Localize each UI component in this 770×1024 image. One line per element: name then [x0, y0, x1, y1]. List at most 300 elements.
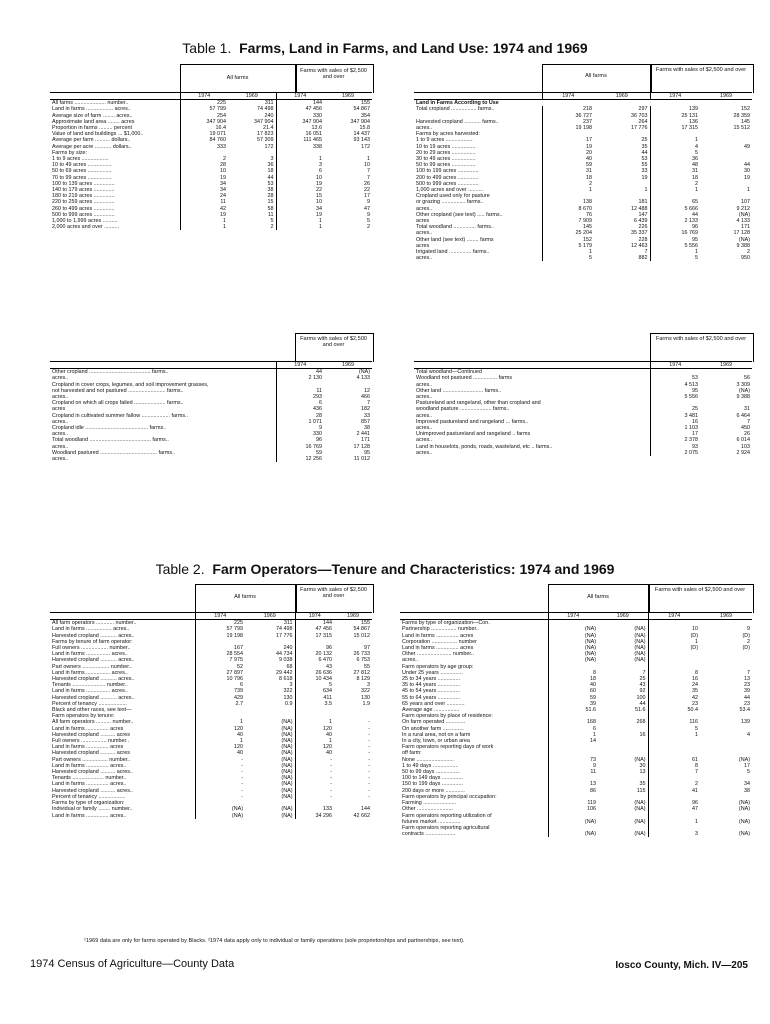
cell-value: 9 388 — [736, 394, 750, 401]
row-label: acres.. — [52, 431, 69, 438]
row-label: Farm operators by principal occupation: — [402, 793, 497, 800]
row-label: Farms by type of organization—Con. — [402, 620, 490, 627]
row-label: acres.. — [416, 125, 433, 132]
cell-value: 15 012 — [353, 632, 370, 639]
cell-value: 268 — [636, 719, 646, 726]
t2-right-table: 1974 1969 1974 1969 Farms by type of organization—Con. Partnership ................. number.. (NA) (NA) 10 9 Land in farms ............... acres (NA) (NA) (D) (D) Corporation ................. number (NA) (NA) 1 2 Land in farms ............... acres (NA) (NA) (D) (D) Other ....................... number.. (NA) (NA) acres.. (NA) (NA) Farm operators by age group: Under 25 years ............... 8 7 8 7 25 to 34 years ............... 18 25 16 13 35 to 44 years ............... 40 43 24 23 45 to 54 years ............... 60 92 35 39 55 to 64 years ............... 59 100 42 44 65 years and over ............ 39 44 23 23 Average age ................. 51.6 51.6 50.4 53.4 Farm operators by place of residence: On farm operated ............. 168 268 116 139 On another farm .............. 6 5 In a rural area, not on a farm 1 16 1 4 In a city, town, or urban area 14 Farm operators reporting days of work off farm: None ......................... 73 (NA) 61 (NA) 1 to 49 days ................. 9 30 8 17 50 to 99 days ................ 11 13 7 5 100 to 149 days .............. 150 to 199 days .............. 13 35 2 34 200 days or more ............. 86 115 41 38 Farm operators by principal occupation: Farming ...................... 119 (NA) 96 (NA) Other ........................ 106 (NA) 47 (NA) Farm operators reporting utilization of futures market ............... (NA) (NA) 1 (NA) Farm operators reporting agricultural contracts .................... (NA) (NA) 3 (NA) — [402, 613, 750, 838]
cell-value: 330 — [276, 431, 324, 437]
cell-value: (NA) — [634, 756, 646, 763]
cell-value: 97 — [364, 645, 370, 652]
row-label: Woodland not pastured ................ farms — [416, 375, 513, 382]
cell-value: 1 — [295, 719, 334, 725]
cell-value: 322 — [361, 688, 370, 695]
cell-value: 6 — [276, 168, 324, 174]
cell-value: (NA) — [281, 775, 293, 782]
cell-value: 9 — [367, 199, 370, 206]
cell-value: 739 — [195, 688, 245, 694]
cell-value: 9 388 — [736, 242, 750, 249]
cell-value: 450 — [741, 425, 750, 432]
cell-value: 34 — [180, 187, 228, 193]
table-row — [50, 813, 372, 819]
cell-value: - — [295, 781, 334, 787]
cell-value: 2 — [648, 781, 700, 787]
row-label: Total woodland ......................................... farms.. — [52, 437, 169, 444]
table1-title: Table 1. Farms, Land in Farms, and Land Use: 1974 and 1969 — [182, 40, 588, 56]
cell-value: 17 315 — [650, 125, 700, 131]
row-label: Individual or family ........ number.. — [52, 806, 133, 813]
cell-value: 25 — [639, 676, 646, 683]
row-label: 100 to 139 acres .............. — [52, 180, 115, 187]
cell-value: 2 — [542, 181, 594, 187]
cell-value: 15 — [267, 199, 274, 206]
cell-value: 41 — [648, 788, 700, 794]
cell-value: 1 — [276, 218, 324, 224]
cell-value: (NA) — [548, 639, 598, 645]
cell-value: 39 — [744, 688, 750, 695]
cell-value: 33 — [641, 168, 648, 175]
cell-value: 16 769 — [650, 230, 700, 236]
row-label: acres.. — [52, 375, 69, 382]
row-label: 150 to 199 days .............. — [402, 781, 463, 788]
cell-value: 172 — [264, 143, 274, 150]
cell-value: 16 — [650, 419, 700, 425]
cell-value: 50.4 — [648, 707, 700, 713]
cell-value: - — [368, 725, 370, 732]
table-row — [400, 831, 752, 837]
cell-value: - — [195, 788, 245, 794]
table-row — [50, 620, 372, 627]
cell-value: 17 — [650, 431, 700, 437]
row-label: Total cropland ................. farms.. — [416, 106, 495, 113]
cell-value: - — [368, 787, 370, 794]
cell-value: 1 — [648, 639, 700, 645]
cell-value: 25 — [641, 137, 648, 144]
cell-value — [598, 620, 648, 627]
cell-value: 330 — [276, 113, 324, 119]
cell-value: 237 — [542, 119, 594, 125]
cell-value: 10 796 — [195, 676, 245, 682]
cell-value: 120 — [295, 744, 334, 750]
cell-value: (NA) — [548, 626, 598, 632]
cell-value: 95 — [650, 388, 700, 394]
cell-value: (NA) — [548, 645, 598, 651]
row-label: 65 years and over ............ — [402, 700, 465, 707]
row-label: Harvested cropland ........... farms.. — [416, 118, 499, 125]
cell-value: 182 — [361, 406, 370, 413]
cell-value: - — [368, 744, 370, 751]
cell-value: 19 — [542, 144, 594, 150]
row-label: Average per acre ........... dollars.. — [52, 143, 132, 150]
row-label: 10 to 49 acres ................ — [52, 162, 112, 169]
cell-value: 13 — [744, 676, 750, 683]
cell-value: 55 — [364, 663, 370, 670]
row-label: 180 to 219 acres .............. — [52, 193, 115, 200]
row-label: Harvested cropland .......... acres.. — [52, 769, 133, 776]
cell-value: 93 — [650, 444, 700, 450]
cell-value: 39 — [548, 701, 598, 707]
row-label: All farm operators ............ number.. — [52, 620, 137, 627]
row-label: Cropland in cover crops, legumes, and soil improvement grasses, — [52, 381, 209, 388]
t1r-all-farms-label: All farms — [585, 73, 607, 79]
row-label: Farming ...................... — [402, 800, 457, 807]
row-label: Farm operators reporting agricultural — [402, 824, 490, 831]
cell-value: 21.4 — [263, 125, 274, 132]
cell-value: 115 — [636, 787, 646, 794]
cell-value: 55 — [641, 162, 648, 169]
cell-value: 74 498 — [276, 626, 293, 633]
cell-value: 9 — [747, 626, 750, 633]
cell-value: (NA) — [358, 369, 370, 376]
cell-value: 29 442 — [276, 669, 293, 676]
cell-value: (NA) — [634, 806, 646, 813]
cell-value: 53 — [267, 180, 274, 187]
cell-value: 19 071 — [180, 131, 228, 137]
row-label: Cropland used only for pasture — [416, 193, 490, 200]
cell-value: 57 799 — [195, 626, 245, 632]
row-label: Land in farms ............... acres — [402, 645, 474, 652]
cell-value: 168 — [548, 719, 598, 725]
cell-value: 119 — [548, 800, 598, 806]
cell-value: (NA) — [281, 781, 293, 788]
row-label: Approximate land area ........ acres — [52, 118, 135, 125]
cell-value: 23 — [648, 701, 700, 707]
row-label: Harvested cropland ........... acres.. — [52, 632, 135, 639]
cell-value: 36 727 — [542, 113, 594, 119]
cell-value: 44 — [267, 174, 274, 181]
cell-value: 2 — [650, 181, 700, 187]
cell-value: 429 — [195, 695, 245, 701]
cell-value: 4 133 — [356, 375, 370, 382]
cell-value: (NA) — [281, 750, 293, 757]
cell-value: 2 — [747, 249, 750, 256]
table2-footnote: ¹1969 data are only for farms operated by Blacks. ²1974 data apply only to individual or family operations (sole proprietorships and partnerships, see text). — [84, 938, 465, 944]
cell-value: 49 — [744, 143, 750, 150]
cell-value: 9 — [367, 211, 370, 218]
cell-value: 34 — [744, 781, 750, 788]
cell-value: 25 131 — [650, 113, 700, 119]
cell-value: 139 — [650, 106, 700, 112]
row-label: 25 to 34 years ............... — [402, 676, 461, 683]
cell-value: 7 — [648, 769, 700, 775]
cell-value: - — [368, 762, 370, 769]
row-label: Other ........................ — [402, 806, 453, 813]
cell-value: 411 — [295, 695, 334, 701]
cell-value: (NA) — [548, 633, 598, 639]
cell-value: 35 337 — [631, 230, 648, 237]
cell-value: 311 — [283, 620, 293, 627]
cell-value: - — [195, 794, 245, 800]
cell-value: 30 — [639, 762, 646, 769]
cell-value: 347 904 — [254, 118, 274, 125]
cell-value: 322 — [283, 688, 293, 695]
table-row — [50, 369, 372, 376]
cell-value: (NA) — [281, 738, 293, 745]
cell-value: 93 143 — [353, 137, 370, 144]
cell-value: 44 — [641, 149, 648, 156]
t1-land-use-heading: Land in Farms According to Use — [416, 100, 499, 107]
row-label: 1 to 49 days ................. — [402, 762, 459, 769]
cell-value: 882 — [638, 255, 648, 262]
cell-value: 17 — [364, 193, 370, 200]
row-label: Improved pastureland and rangeland ... farms.. — [416, 418, 529, 425]
cell-value: 3 — [276, 162, 324, 168]
row-label: acres — [416, 218, 430, 225]
cell-value: 3 — [289, 682, 293, 689]
row-label: acres.. — [416, 230, 433, 237]
cell-value: 19 — [276, 212, 324, 218]
cell-value: 100 — [636, 694, 646, 701]
cell-value: 7 — [367, 400, 370, 407]
cell-value: 16 769 — [276, 444, 324, 450]
cell-value: 26 — [364, 180, 370, 187]
row-label: All farm operators .......... number.. — [52, 719, 134, 726]
cell-value: 6 470 — [295, 657, 334, 663]
cell-value: 42 — [648, 695, 700, 701]
cell-value — [700, 620, 752, 627]
cell-value: 40 — [548, 682, 598, 688]
cell-value: - — [295, 788, 334, 794]
cell-value: 17 315 — [295, 633, 334, 639]
cell-value: 2 441 — [356, 431, 370, 438]
cell-value: 9 212 — [736, 205, 750, 212]
cell-value: 9 038 — [279, 657, 293, 664]
cell-value: - — [295, 775, 334, 781]
cell-value: - — [368, 738, 370, 745]
cell-value: 2.7 — [195, 701, 245, 707]
cell-value: 4 — [747, 731, 750, 738]
row-label: Cropland on which all crops failed ..................... farms.. — [52, 400, 184, 407]
row-label: Harvested cropland .......... acres.. — [52, 787, 133, 794]
cell-value: 27 897 — [195, 670, 245, 676]
cell-value: (NA) — [195, 813, 245, 819]
t1-left-table: 1974 1969 1974 1969 All farms ..................... number.. 225 311 144 155 Land in farms .................. acres.. 57 799 74 498 47 456 54 867 Average size of farm ........ acres.. 254 240 330 354 Approximate land area ........ acres 347 904 347 904 347 904 347 904 Proportion in farms ......... percent 16.4 21.4 13.6 15.8 Value of land and buildings ... $1,000.. 19 071 17 823 16 051 14 437 Average per farm .......... dollars.. 84 760 57 309 111 465 93 143 Average per acre ........... dollars.. 333 172 338 172 Farms by size: 1 to 9 acres .................. 2 3 1 1 10 to 49 acres ................ 28 36 3 10 50 to 69 acres ................ 10 18 6 7 70 to 99 acres ................ 19 44 10 7 100 to 139 acres .............. 34 53 19 26 140 to 179 acres .............. 34 38 22 22 180 to 219 acres .............. 24 28 15 17 220 to 259 acres .............. 11 15 10 9 260 to 499 acres .............. 42 58 34 47 500 to 999 acres .............. 19 11 19 9 1,000 to 1,999 acres .......... 1 5 1 5 2,000 acres and over .......... 1 2 1 2 — [52, 93, 370, 231]
cell-value: 171 — [741, 224, 750, 231]
cell-value: 9 — [548, 763, 598, 769]
cell-value: - — [295, 757, 334, 763]
cell-value: 13 — [639, 769, 646, 776]
cell-value: 107 — [741, 199, 750, 206]
cell-value: 96 — [648, 800, 700, 806]
cell-value: 2 133 — [650, 218, 700, 224]
footer-right: Iosco County, Mich. IV—205 — [615, 960, 748, 971]
cell-value: 13 — [548, 781, 598, 787]
cell-value: (NA) — [738, 211, 750, 218]
cell-value: - — [368, 781, 370, 788]
cell-value: 18 — [542, 175, 594, 181]
cell-value: 33 — [364, 412, 370, 419]
cell-value: 68 — [286, 663, 293, 670]
cell-value: (NA) — [281, 756, 293, 763]
cell-value: 120 — [195, 726, 245, 732]
cell-value: (NA) — [634, 657, 646, 664]
cell-value: - — [195, 763, 245, 769]
row-label: acres.. — [52, 456, 69, 463]
cell-value: 10 — [364, 162, 370, 169]
cell-value: 5 — [270, 218, 274, 225]
row-label: Black and other races, see text— — [52, 707, 132, 714]
row-label: Farm operators by place of residence: — [402, 713, 493, 720]
cell-value: 17 776 — [276, 632, 293, 639]
row-label: On another farm .............. — [402, 725, 464, 732]
cell-value: 152 — [542, 237, 594, 243]
cell-value: (NA) — [281, 744, 293, 751]
cell-value: 36 — [267, 162, 274, 169]
t1-right-table: 1974 1969 1974 1969 Land in Farms According to Use Total cropland ................. farms.. 218 297 139 152 36 727 36 703 25 131 28 359 Harvested cropland ........... farms.. 237 264 136 145 acres.. 19 198 17 776 17 315 15 512 Farms by acres harvested: 1 to 9 acres .................. 17 25 1 10 to 19 acres ................ 19 35 4 49 20 to 29 acres ................ 20 44 5 30 to 49 acres ................ 40 53 36 50 to 99 acres ................ 59 55 48 44 100 to 199 acres .............. 31 33 31 30 200 to 499 acres .............. 18 19 18 19 500 to 999 acres .............. 2 2 1,000 acres and over .......... 1 1 1 1 Cropland used only for pasture or grazing ................ farms.. 138 181 65 107 acres.. 8 670 12 488 5 666 9 212 Other cropland (see text) ..... farms.. 76 147 44 (NA) acres 7 909 6 439 2 133 4 133 Total woodland ............... farms.. 145 226 96 171 acres.. 25 204 35 337 16 769 17 128 Other land (see text) ........ farms 152 228 95 (NA) acres 5 179 12 463 5 556 9 388 Irrigated land ............... farms.. 1 7 1 2 acres.. 5 882 5 950 — [416, 93, 750, 262]
cell-value: 338 — [276, 144, 324, 150]
cell-value: 103 — [741, 443, 750, 450]
row-label: 1 to 9 acres .................. — [52, 156, 109, 163]
row-label: Harvested cropland .......... acres — [52, 750, 130, 757]
cell-value: - — [368, 793, 370, 800]
cell-value: 172 — [361, 143, 370, 150]
cell-value: 28 — [276, 413, 324, 419]
cell-value: - — [195, 757, 245, 763]
cell-value: 19 — [180, 212, 228, 218]
row-label: acres.. — [416, 381, 433, 388]
row-label: Land in farms ................ acres.. — [52, 688, 128, 695]
cell-value: 144 — [361, 806, 370, 813]
row-label: Tenants ..................... number.. — [52, 775, 127, 782]
cell-value: 5 — [295, 682, 334, 688]
cell-value: 3.5 — [295, 701, 334, 707]
t1-all-farms-label: All farms — [226, 75, 249, 81]
cell-value: (NA) — [281, 725, 293, 732]
cell-value: 17 776 — [631, 125, 648, 132]
cell-value: 7 — [747, 418, 750, 425]
cell-value: (NA) — [634, 800, 646, 807]
row-label: Farms by size: — [52, 149, 88, 156]
cell-value: 25 204 — [542, 230, 594, 236]
t2r-all-farms-label: All farms — [587, 594, 609, 600]
cell-value: 5 556 — [650, 243, 700, 249]
row-label: 100 to 149 days .............. — [402, 775, 463, 782]
cell-value: 133 — [295, 806, 334, 812]
cell-value: 120 — [295, 726, 334, 732]
row-label: 500 to 999 acres .............. — [52, 211, 115, 218]
cell-value: 5 — [650, 255, 700, 261]
cell-value: 293 — [276, 394, 324, 400]
row-label: Farm operators reporting utilization of — [402, 812, 492, 819]
cell-value: 27 812 — [353, 669, 370, 676]
cell-value: (NA) — [281, 719, 293, 726]
cell-value: 297 — [638, 106, 648, 113]
row-label: 2,000 acres and over .......... — [52, 224, 120, 231]
row-label: acres — [416, 242, 430, 249]
row-label: Farm operators reporting days of work — [402, 744, 494, 751]
t2-all-farms-label: All farms — [234, 594, 256, 600]
row-label: 1,000 acres and over .......... — [416, 187, 484, 194]
row-label: 1 to 9 acres .................. — [416, 137, 473, 144]
cell-value: 225 — [195, 620, 245, 627]
table-row — [400, 620, 752, 627]
cell-value: 6 014 — [736, 437, 750, 444]
cell-value: (NA) — [281, 731, 293, 738]
cell-value: 1 — [650, 249, 700, 255]
cell-value: 950 — [741, 255, 750, 262]
cell-value: - — [195, 781, 245, 787]
cell-value: 20 132 — [295, 651, 334, 657]
cell-value: 12 — [364, 387, 370, 394]
t2r-sales-label: Farms with sales of $2,500 and over — [654, 587, 746, 593]
cell-value: (NA) — [548, 651, 598, 657]
cell-value: 13.6 — [276, 125, 324, 131]
table-row — [414, 255, 752, 261]
cell-value: 59 — [548, 695, 598, 701]
cell-value: 6 464 — [736, 412, 750, 419]
row-label: In a city, town, or urban area — [402, 738, 470, 745]
cell-value: 2 130 — [276, 375, 324, 381]
cell-value: 8 — [548, 670, 598, 676]
cell-value: 264 — [638, 118, 648, 125]
row-label: Cropland idle .......................................... farms.. — [52, 425, 167, 432]
cell-value: (NA) — [281, 793, 293, 800]
cell-value: 8 — [648, 670, 700, 676]
cell-value: 240 — [283, 645, 293, 652]
cell-value: 11 — [267, 211, 274, 218]
row-label: Total woodland ............... farms.. — [416, 224, 494, 231]
cell-value: 54 867 — [353, 626, 370, 633]
cell-value: 17 823 — [257, 131, 274, 138]
cell-value: 19 — [744, 174, 750, 181]
cell-value: 116 — [648, 719, 700, 725]
row-label: Part owners .................. number.. — [52, 663, 132, 670]
cell-value: (NA) — [738, 387, 750, 394]
row-label: Percent of tenancy .................. — [52, 793, 126, 800]
cell-value: 7 — [642, 669, 646, 676]
row-label: In a rural area, not on a farm — [402, 731, 471, 738]
cell-value: 40 — [295, 750, 334, 756]
cell-value: 145 — [542, 224, 594, 230]
cell-value: 24 — [180, 193, 228, 199]
cell-value: 11 — [276, 388, 324, 394]
row-label: Farm operators by age group: — [402, 663, 474, 670]
cell-value — [700, 369, 752, 376]
row-label: Farm operators by tenure: — [52, 713, 115, 720]
cell-value: 1 — [195, 738, 245, 744]
cell-value: (NA) — [281, 787, 293, 794]
cell-value: 6 — [276, 400, 324, 406]
cell-value: 10 434 — [295, 676, 334, 682]
row-label: acres.. — [416, 449, 433, 456]
row-label: 70 to 99 acres ................ — [52, 174, 112, 181]
cell-value — [650, 369, 700, 376]
cell-value: 5 179 — [542, 243, 594, 249]
cell-value: (NA) — [634, 632, 646, 639]
cell-value: 11 — [180, 199, 228, 205]
row-label: Farms by type of organization: — [52, 800, 125, 807]
cell-value: - — [295, 763, 334, 769]
cell-value: 1 — [644, 187, 648, 194]
cell-value: 19 — [276, 181, 324, 187]
cell-value: 466 — [361, 394, 370, 401]
cell-value: 152 — [741, 106, 750, 113]
cell-value: 30 — [744, 168, 750, 175]
cell-value: (NA) — [738, 800, 750, 807]
row-label: On farm operated ............. — [402, 719, 466, 726]
cell-value: 17 — [542, 137, 594, 143]
row-label: Irrigated land ............... farms.. — [416, 249, 490, 256]
cell-value: 31 — [542, 168, 594, 174]
cell-value: 225 — [180, 100, 228, 107]
cell-value: 26 636 — [295, 670, 334, 676]
cell-value: 43 — [639, 682, 646, 689]
cell-value: 31 — [650, 168, 700, 174]
cell-value: 35 — [648, 688, 700, 694]
cell-value: 6 439 — [634, 218, 648, 225]
cell-value: 8 — [648, 763, 700, 769]
row-label: 50 to 69 acres ................ — [52, 168, 112, 175]
cell-value: 19 — [180, 175, 228, 181]
